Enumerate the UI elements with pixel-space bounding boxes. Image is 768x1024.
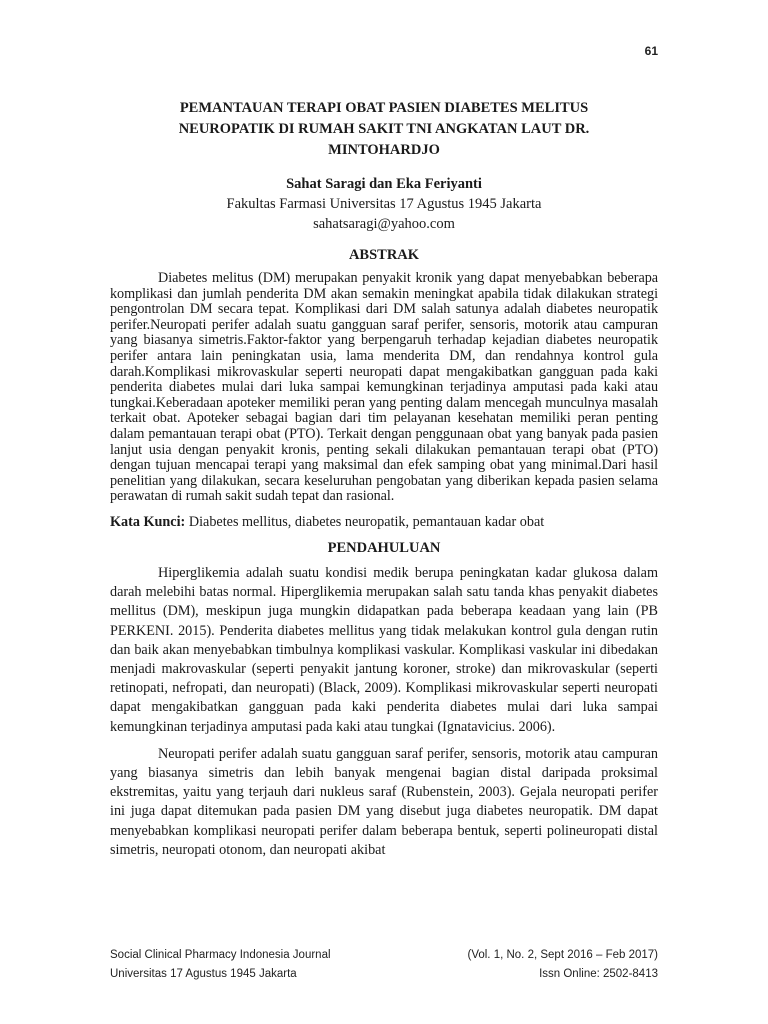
footer-journal: Social Clinical Pharmacy Indonesia Journal	[110, 949, 331, 961]
author-affiliation: Fakultas Farmasi Universitas 17 Agustus 1945 Jakarta	[226, 196, 542, 212]
keywords	[110, 514, 658, 530]
author-email: sahatsaragi@yahoo.com	[313, 216, 455, 232]
footer-volume: (Vol. 1, No. 2, Sept 2016 – Feb 2017)	[467, 949, 658, 961]
introduction-paragraph-2: Neuropati perifer adalah suatu gangguan saraf perifer, sensoris, motorik atau campuran yang biasanya simetris dan lebih banyak mengenai bagian distal daripada proksimal ekstremitas, yaitu yang terjauh dari nukleus saraf (Rubenstein, 2003). Gejala neuropati perifer ini juga dapat ditemukan pada pasien DM yang disebut juga diabetes neuropatik. DM dapat menyebabkan komplikasi neuropati perifer dalam beberapa bentuk, seperti polineuropati distal simetris, neuropati otonom, dan neuropati akibat	[110, 745, 658, 858]
page-footer	[110, 946, 658, 984]
abstract-text: Diabetes melitus (DM) merupakan penyakit kronik yang dapat menyebabkan beberapa komplikasi dan jumlah penderita DM akan semakin meningkat apabila tidak dilakukan strategi pengontrolan DM secara tepat. Komplikasi dari DM salah satunya adalah diabetes neuropatik perifer.Neuropati perifer adalah suatu gangguan saraf perifer, sensoris, motorik atau campuran yang biasanya simetris.Faktor-faktor yang berpengaruh terhadap kejadian diabetes neuropatik perifer antara lain peningkatan usia, lama menderita DM, dan rendahnya kontrol gula darah.Komplikasi mikrovaskular seperti neuropati dapat mengakibatkan gangguan pada kaki penderita diabetes mulai dari luka sampai kemungkinan terjadinya amputasi pada kaki atau tungkai.Keberadaan apoteker memiliki peran yang penting dalam mencegah munculnya masalah terkait obat. Apoteker sebagai bagian dari tim pelayanan kesehatan memiliki peran penting dalam pemantauan terapi obat (PTO). Terkait dengan penggunaan obat yang banyak pada pasien lanjut usia dengan penyakit kronis, penting sekali dilakukan pemantauan terapi obat (PTO) dengan tujuan mencapai terapi yang maksimal dan efek samping obat yang minimal.Dari hasil penelitian yang dilakukan, secara keseluruhan pengobatan yang diberikan kepada pasien selama perawatan di rumah sakit sudah tepat dan rasional.	[110, 270, 658, 505]
introduction-paragraph-1: Hiperglikemia adalah suatu kondisi medik berupa peningkatan kadar glukosa dalam darah melebihi batas normal. Hiperglikemia merupakan salah satu tanda khas penyakit diabetes mellitus (DM), meskipun juga mungkin didapatkan pada beberapa keadaan yang lain (PB PERKENI. 2015). Penderita diabetes mellitus yang tidak melakukan kontrol gula dengan rutin dan baik akan menyebabkan timbulnya komplikasi vaskular. Komplikasi vaskular ini dibedakan menjadi makrovaskular (seperti penyakit jantung koroner, stroke) dan mikrovaskular (seperti retinopati, nefropati, dan neuropati) (Black, 2009). Komplikasi mikrovaskular seperti neuropati dapat mengakibatkan gangguan pada kaki penderita diabetes mulai dari luka sampai kemungkinan terjadinya amputasi pada kaki atau tungkai (Ignatavicius. 2006).	[110, 564, 658, 735]
keywords-text: Diabetes mellitus, diabetes neuropatik, pemantauan kadar obat	[185, 513, 545, 530]
article-body	[110, 98, 658, 868]
article-title: PEMANTAUAN TERAPI OBAT PASIEN DIABETES MELITUS NEUROPATIK DI RUMAH SAKIT TNI ANGKATAN LAUT DR. MINTOHARDJO	[178, 100, 590, 158]
footer-university: Universitas 17 Agustus 1945 Jakarta	[110, 968, 297, 980]
introduction-heading: PENDAHULUAN	[327, 539, 441, 556]
article-authors: Sahat Saragi dan Eka Feriyanti	[286, 176, 482, 192]
footer-issn: Issn Online: 2502-8413	[539, 968, 658, 980]
abstract-heading: ABSTRAK	[348, 247, 420, 263]
page-number: 61	[644, 44, 658, 58]
keywords-label: Kata Kunci:	[110, 513, 186, 530]
